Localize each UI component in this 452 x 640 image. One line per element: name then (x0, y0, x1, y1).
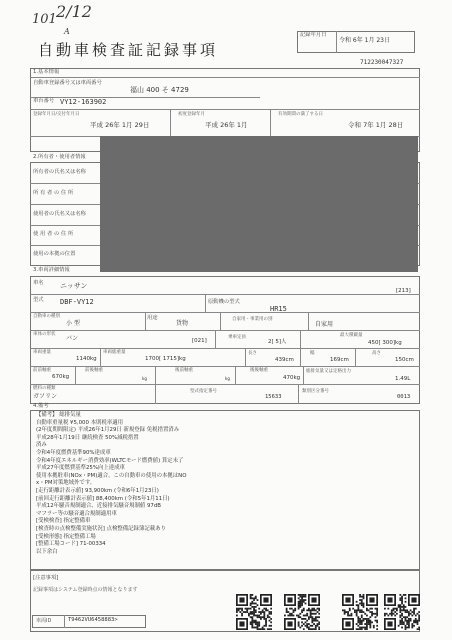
max-load-value: 450[ 300]kg (368, 340, 402, 346)
capacity-value: 2[ 5]人 (268, 339, 287, 345)
maker-code: [213] (396, 288, 411, 294)
first-year-value: 平成 26年 1月 (205, 121, 248, 129)
weight-label: 車両重量 (33, 350, 51, 355)
kind-label: 自動車の種別 (33, 314, 60, 319)
displacement-label: 総排気量又は定格出力 (306, 369, 351, 374)
registration-value: 福山 400 そ 4729 (130, 86, 189, 94)
remarks-line: マフラー等の騒音適合規制適用車 (36, 510, 117, 517)
remarks-line: [受検形態] 指定整備工場 (36, 533, 96, 540)
front-rear-axle-value: kg (142, 376, 147, 381)
qr-code-4 (384, 594, 420, 630)
private-value: 自家用 (315, 321, 334, 328)
width-label: 幅 (310, 351, 315, 356)
length-label: 長さ (248, 351, 257, 356)
kind-value: 小 型 (66, 320, 80, 327)
engine-label: 原動機の型式 (208, 299, 240, 305)
remarks-line: 使用本拠駐車(NOx・PM)適合。この自動車の使用の本拠はNO (36, 472, 187, 479)
record-date-label: 記録年月日 (300, 32, 327, 38)
private-label: 自家用・事業用の別 (232, 317, 273, 322)
class-number-value: 0013 (397, 394, 411, 400)
body-value: バン (66, 335, 79, 342)
owner-name-label: 所有者の氏名又は名称 (33, 169, 86, 175)
body-label: 車体の形状 (33, 332, 56, 337)
rear-front-axle-value: kg (225, 376, 230, 381)
maker-label: 車名 (33, 280, 44, 286)
remarks-line: (2年度期間限定) 平成26年1月29日 新規登録 免税措置済み (36, 427, 180, 434)
vehicle-id-label: 車両ID (36, 618, 52, 624)
redacted-area (100, 136, 418, 272)
handwritten-number: 101 (32, 12, 57, 27)
rear-front-axle-label: 後前軸重 (175, 368, 193, 373)
model-label: 型式 (33, 297, 44, 303)
remarks-line: 以下余白 (36, 548, 58, 555)
displacement-value: 1.49L (395, 376, 411, 382)
document-title: 自動車検査証記録事項 (38, 41, 219, 59)
rear-rear-axle-label: 後後軸重 (250, 368, 268, 373)
handwritten-fraction: 2/12 (56, 2, 92, 21)
capacity-label: 乗車定員 (228, 335, 246, 340)
body-code: [021] (192, 338, 207, 344)
remarks-line: 平成28年1月19日 継続検査 50%減税措置 (36, 434, 139, 441)
length-value: 439cm (275, 357, 294, 363)
remarks-line: 平成27年度燃費基準25%向上達成車 (36, 465, 125, 472)
width-value: 169cm (330, 357, 349, 363)
vehicle-detail-heading: 3.車両詳細情報 (33, 267, 70, 273)
fuel-label: 燃料の種類 (33, 386, 56, 391)
expiry-label: 有効期間の満了する日 (278, 112, 323, 117)
weight-value: 1140kg (76, 356, 97, 362)
first-registration-label: 登録年月日/交付年月日 (33, 112, 80, 117)
owner-section-heading: 2.所有者・使用者情報 (33, 154, 86, 160)
height-label: 高さ (372, 351, 381, 356)
type-designation-label: 型式指定番号 (190, 389, 217, 394)
owner-address-label: 所 有 者 の 住 所 (33, 190, 74, 196)
remarks-line: x・PM対策地域外です。 (36, 480, 96, 487)
notes-heading: [注意事項] (33, 575, 59, 581)
qr-code-1 (236, 594, 272, 630)
use-value: 貨物 (176, 320, 189, 327)
rear-rear-axle-value: 470kg (283, 375, 301, 381)
chassis-label: 車台番号 (33, 98, 55, 104)
class-number-label: 類別区分番号 (302, 389, 329, 394)
front-rear-axle-label: 前後軸重 (85, 368, 103, 373)
fuel-value: ガソリン (33, 393, 58, 400)
first-registration-value: 平成 26年 1月 29日 (90, 121, 150, 129)
qr-code-2 (284, 594, 320, 630)
document-number: 712230047327 (360, 59, 404, 66)
first-year-label: 初度登録年月 (178, 112, 205, 117)
remarks-line: 令和4年度燃費基準90%達成車 (36, 450, 111, 456)
remarks-heading: 4.備考 (33, 403, 49, 409)
remarks-line: 令和4年度エネルギー消費効率(WLTCモード燃費値) 算定未了 (36, 457, 184, 464)
record-date-value: 令和 6年 1月 23日 (339, 37, 390, 44)
max-load-label: 最大積載量 (340, 333, 363, 338)
remarks-line: 自動車重量税 ¥5,000 本則税率適用 (36, 419, 123, 426)
basic-info-heading: 1.基本情報 (33, 69, 60, 75)
registration-label: 自動車登録番号又は車両番号 (33, 80, 102, 86)
model-value: DBF-VY12 (60, 298, 94, 306)
engine-value: HR15 (270, 305, 287, 313)
expiry-value: 令和 7年 1月 28日 (348, 121, 404, 129)
remarks-line: [整備工場コード] 71-00334 (36, 541, 106, 548)
remarks-line: [検査時の点検整備実施状況] 点検整備記録簿記載あり (36, 526, 166, 532)
base-location-label: 使用の本拠の位置 (33, 251, 76, 257)
notes-text: 記録事項はシステム登録時点の情報となります (33, 587, 138, 593)
vehicle-id-value: T9462VU6458883> (68, 617, 118, 623)
use-label: 用途 (147, 315, 158, 321)
remarks-line: [前回走行距離計表示値] 88,400km (令和5年1月11日) (36, 495, 170, 502)
remarks-line: [受検検査] 指定整備車 (36, 518, 91, 525)
gross-weight-label: 車両総重量 (103, 350, 126, 355)
qr-code-3 (342, 594, 378, 630)
remarks-line: 平成12年騒音規制適合、近接排気騒音規制値 97dB (36, 503, 161, 510)
front-front-axle-label: 前前軸重 (33, 368, 51, 373)
user-name-label: 使用者の氏名又は名称 (33, 211, 86, 217)
remarks-line: [走行距離計表示値] 93,900km (令和6年1月23日) (36, 488, 159, 494)
gross-weight-value: 1700[ 1715]kg (145, 356, 186, 362)
front-front-axle-value: 670kg (52, 374, 70, 380)
type-designation-value: 15633 (265, 394, 282, 400)
maker-value: ニッサン (60, 282, 88, 290)
handwritten-letter: A (64, 27, 70, 36)
remarks-line: 【備考】 総排気量 (36, 412, 81, 418)
height-value: 150cm (395, 357, 414, 363)
user-address-label: 使 用 者 の 住 所 (33, 231, 74, 237)
remarks-line: 済み (36, 442, 47, 449)
chassis-value: VY12-163902 (60, 98, 107, 106)
